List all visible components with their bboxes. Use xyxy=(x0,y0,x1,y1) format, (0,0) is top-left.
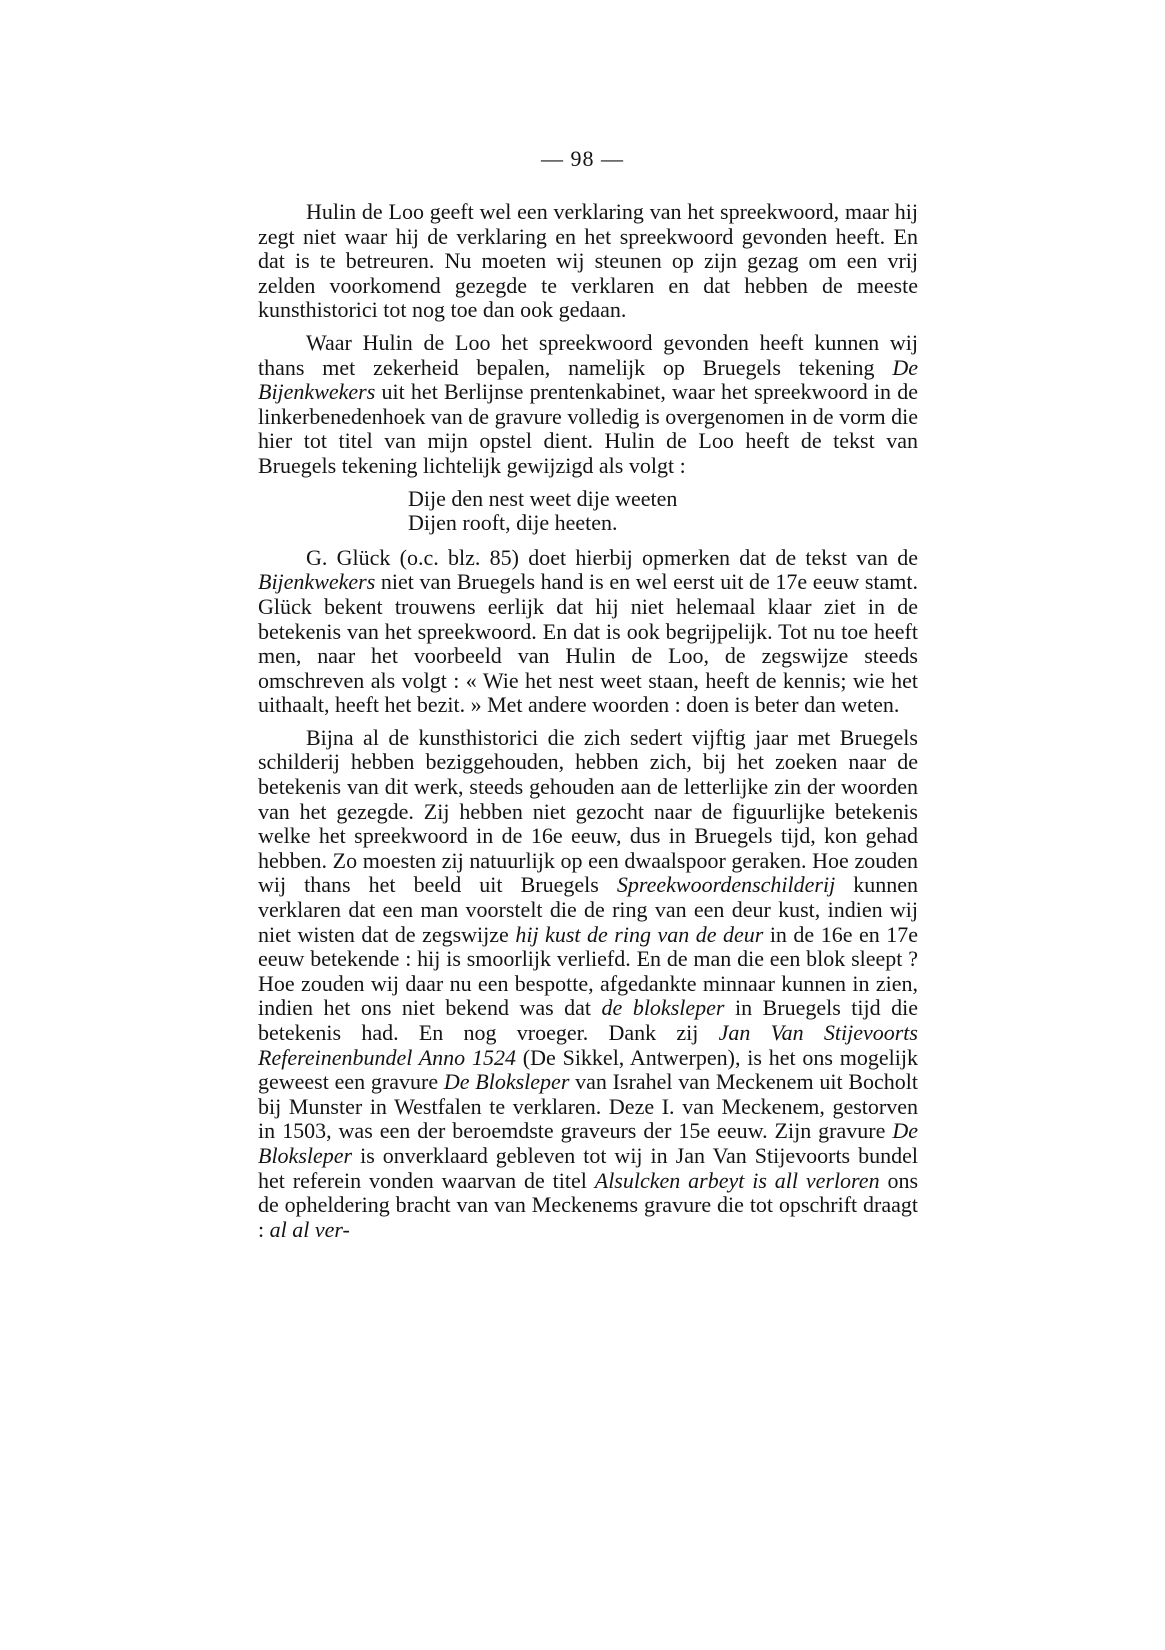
verse-line-2: Dijen rooft, dije heeten. xyxy=(408,510,618,536)
paragraph-text: Hulin de Loo geeft wel een verklaring van het spreekwoord, maar hij zegt niet waar hij de verklaring en het spreekwoord gevonden heeft. En dat is te betreuren. Nu moeten wij steunen op zijn gezag om een vrij zelden voorkomend gezegde te verklaren en dat hebben de meeste kunsthistorici tot nog toe dan ook gedaan. xyxy=(258,199,918,323)
paragraph-text: van Israhel van Meckenem uit Bocholt bij Munster in Westfalen te verklaren. Deze I. van Meckenem, gestorven in 1503, was een der beroemdste graveurs der 15e eeuw. Zijn gravure xyxy=(258,1069,918,1144)
page-number: — 98 — xyxy=(541,146,624,171)
paragraph-text: ons de opheldering bracht van van Meckenems gravure die tot opschrift draagt : xyxy=(258,1167,919,1242)
paragraph-text: kunnen verklaren dat een man voorstelt die de ring van een deur kust, indien wij niet wisten dat de zegswijze xyxy=(258,872,919,947)
paragraph-2 xyxy=(258,331,918,479)
paragraph-4 xyxy=(258,726,918,1242)
paragraph-text: niet van Bruegels hand is en wel eerst uit de 17e eeuw stamt. Glück bekent trouwens eerlijk dat hij niet helemaal klaar ziet in de betekenis van het spreekwoord. En dat is ook begrijpelijk. Tot nu toe heeft men, naar het voorbeeld van Hulin de Loo, de zegswijze steeds omschreven als volgt : « Wie het nest weet staan, heeft de kennis; wie het uithaalt, heeft het bezit. » Met andere woorden : doen is beter dan weten. xyxy=(258,569,918,718)
italic-phrase: hij kust de ring van de deur xyxy=(515,921,764,947)
paragraph-text: in Bruegels tijd die betekenis had. En nog vroeger. Dank zij xyxy=(258,995,919,1045)
paragraph-text: Waar Hulin de Loo het spreekwoord gevonden heeft kunnen wij thans met zekerheid bepalen, namelijk op Bruegels tekening xyxy=(258,329,918,380)
body-text xyxy=(258,200,918,1250)
italic-title: Alsulcken arbeyt is all verloren xyxy=(594,1167,880,1193)
paragraph-text: G. Glück (o.c. blz. 85) doet hierbij opmerken dat de tekst van de xyxy=(306,544,918,570)
italic-phrase: al al ver- xyxy=(269,1216,350,1242)
proverb-verse xyxy=(408,487,918,536)
italic-title: Bijenkwekers xyxy=(258,569,376,595)
paragraph-text: (De Sikkel, Antwerpen), is het ons mogelijk geweest een gravure xyxy=(258,1044,918,1095)
italic-phrase: de bloksleper xyxy=(601,995,725,1021)
italic-title: Spreekwoordenschilderij xyxy=(616,872,836,898)
paragraph-text: uit het Berlijnse prentenkabinet, waar het spreekwoord in de linkerbenedenhoek van de gravure volledig is overgenomen in de vorm die hier tot titel van mijn opstel dient. Hulin de Loo heeft de tekst van Bruegels tekening lichtelijk gewijzigd als volgt : xyxy=(258,379,918,478)
italic-title: De Bloksleper xyxy=(258,1118,918,1168)
paragraph-text: Bijna al de kunsthistorici die zich sedert vijftig jaar met Bruegels schilderij hebben beziggehouden, hebben zich, bij het zoeken naar de betekenis van dit werk, steeds gehouden aan de letterlijke zin der woorden van het gezegde. Zij hebben niet gezocht naar de figuurlijke betekenis welke het spreekwoord in de 16e eeuw, dus in Bruegels tijd, kon gehad hebben. Zo moesten zij natuurlijk op een dwaalspoor geraken. Hoe zouden wij thans het beeld uit Bruegels xyxy=(258,724,918,898)
italic-title: De Bloksleper xyxy=(443,1069,570,1095)
verse-line-1: Dije den nest weet dije weeten xyxy=(408,485,678,511)
italic-title: De Bijenkwekers xyxy=(258,354,918,405)
paragraph-1 xyxy=(258,200,918,323)
paragraph-text: is onverklaard gebleven tot wij in Jan Van Stijevoorts bundel het referein vonden waarvan de titel xyxy=(258,1142,918,1193)
paragraph-3 xyxy=(258,546,918,718)
italic-title: Jan Van Stijevoorts Refereinenbundel Anno 1524 xyxy=(258,1020,918,1070)
paragraph-text: in de 16e en 17e eeuw betekende : hij is smoorlijk verliefd. En de man die een blok sleept ? Hoe zouden wij daar nu een bespotte, afgedankte minnaar kunnen in zien, indien het ons niet bekend was dat xyxy=(258,921,918,1021)
